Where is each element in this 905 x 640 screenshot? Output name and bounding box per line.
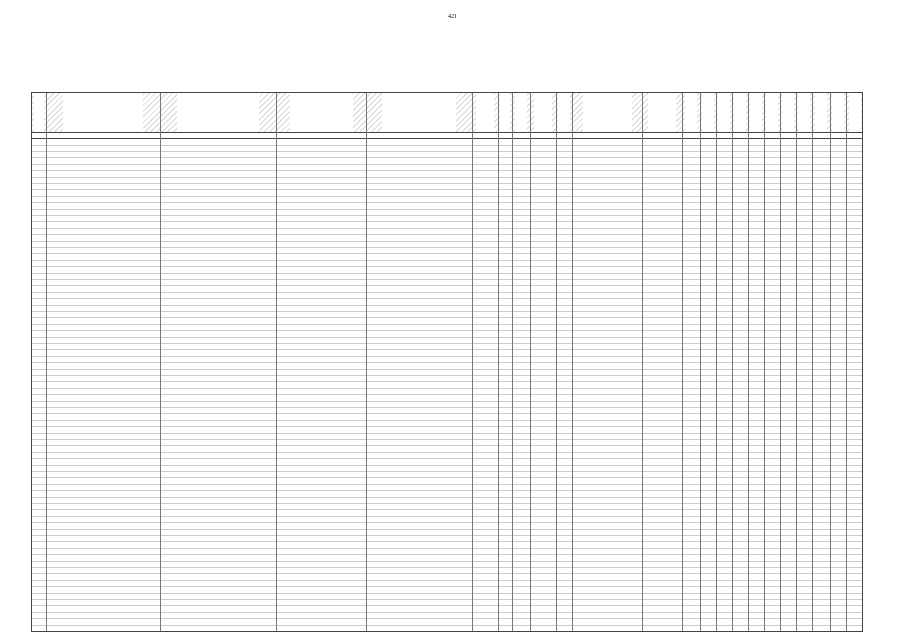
header-cell: [849, 93, 862, 132]
header-cell: [500, 93, 510, 132]
column-rule: [46, 93, 47, 631]
column-rule: [160, 93, 161, 631]
header-cell: [583, 93, 632, 132]
column-rule: [764, 93, 765, 631]
header-cell: [558, 93, 569, 132]
page-number: 421: [448, 14, 457, 20]
header-cell: [702, 93, 713, 132]
register-table: [31, 92, 863, 632]
header-cell: [63, 93, 143, 132]
column-rule: [556, 93, 557, 631]
header-cell: [798, 93, 809, 132]
column-rule: [748, 93, 749, 631]
header-cell: [476, 93, 494, 132]
column-rule: [796, 93, 797, 631]
header-cell: [766, 93, 777, 132]
header-cell: [515, 93, 528, 132]
column-rule: [700, 93, 701, 631]
column-rule: [512, 93, 513, 631]
header-cell: [734, 93, 745, 132]
column-rule: [366, 93, 367, 631]
column-rule: [812, 93, 813, 631]
column-rule: [472, 93, 473, 631]
header-cell: [290, 93, 353, 132]
column-rule: [682, 93, 683, 631]
column-rule: [846, 93, 847, 631]
column-rule: [572, 93, 573, 631]
column-rule: [530, 93, 531, 631]
column-rule: [830, 93, 831, 631]
column-rule: [498, 93, 499, 631]
header-cell: [685, 93, 698, 132]
column-rule: [780, 93, 781, 631]
table-body: [32, 139, 862, 631]
column-rule: [716, 93, 717, 631]
header-cell: [782, 93, 793, 132]
header-cell: [718, 93, 729, 132]
header-cell: [382, 93, 456, 132]
header-cell: [534, 93, 552, 132]
column-rule: [732, 93, 733, 631]
header-cell: [815, 93, 828, 132]
header-cell: [750, 93, 761, 132]
header-cell: [648, 93, 676, 132]
column-rule: [642, 93, 643, 631]
header-cell: [34, 93, 44, 132]
table-header: [32, 93, 862, 133]
column-rule: [276, 93, 277, 631]
header-cell: [832, 93, 843, 132]
header-cell: [177, 93, 258, 132]
